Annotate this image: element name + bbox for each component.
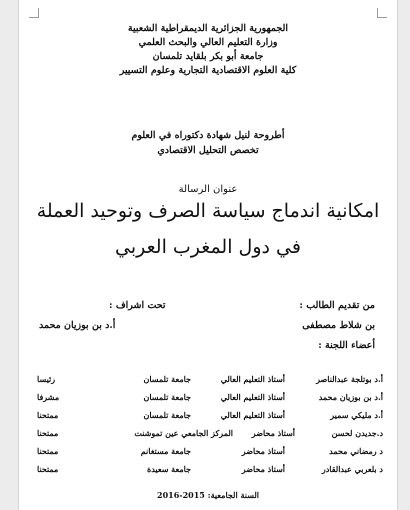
member-role: رئيسا: [37, 374, 56, 384]
member-university: جامعة تلمسان: [143, 392, 191, 402]
student-name: بن شلاط مصطفى: [302, 320, 375, 331]
member-name: د بلعربي عبدالقادر: [321, 464, 383, 474]
member-name: أ.د بوتلجة عبدالناصر: [316, 374, 383, 384]
thesis-title-line-2: في دول المغرب العربي: [115, 236, 301, 258]
member-rank: أستاذ التعليم العالي: [220, 392, 285, 402]
thesis-type: [19, 128, 397, 158]
member-role: ممتحنا: [37, 428, 59, 438]
member-university: جامعة سعيدة: [147, 464, 191, 474]
header-ministry: وزارة التعليم العالي والبحث العلمي: [138, 37, 278, 48]
committee-row: [37, 374, 383, 388]
member-university: جامعة مستغانم: [140, 446, 191, 456]
member-university: جامعة تلمسان: [143, 410, 191, 420]
member-university: المركز الجامعي عين تموشنت: [134, 428, 233, 438]
member-name: أ.د بن بوزيان محمد: [318, 392, 383, 402]
member-rank: أستاذ محاضر: [251, 428, 295, 438]
thesis-title-line-1: امكانية اندماج سياسة الصرف وتوحيد العملة: [36, 200, 380, 222]
committee-row: [37, 428, 383, 442]
member-name: أ.د مليكي سمير: [330, 410, 383, 420]
academic-year: السنة الجامعية: 2015-2016: [157, 490, 259, 500]
member-name: د رمضاني محمد: [329, 446, 383, 456]
crop-mark-top-left: [29, 8, 39, 18]
thesis-degree: أطروحة لنيل شهادة دكتوراه في العلوم: [131, 130, 285, 141]
document-page: [18, 0, 398, 510]
member-university: جامعة تلمسان: [143, 374, 191, 384]
institution-header: [19, 22, 397, 78]
header-faculty: كلية العلوم الاقتصادية التجارية وعلوم التسيير: [119, 65, 297, 76]
student-label: من تقديم الطالب :: [299, 300, 375, 311]
committee-row: [37, 464, 383, 478]
committee-row: [37, 446, 383, 460]
member-role: ممتحنا: [37, 464, 59, 474]
member-role: مشرفا: [37, 392, 60, 402]
committee-row: [37, 410, 383, 424]
committee-row: [37, 392, 383, 406]
member-rank: أستاذ محاضر: [241, 464, 285, 474]
member-rank: أستاذ التعليم العالي: [220, 410, 285, 420]
supervisor-name: أ.د بن بوزيان محمد: [39, 320, 116, 331]
crop-mark-top-right: [377, 8, 387, 18]
member-name: د.جديدن لحسن: [331, 428, 383, 438]
committee-label: أعضاء اللجنة :: [318, 340, 375, 351]
header-republic: الجمهورية الجزائرية الديمقراطية الشعبية: [127, 23, 289, 34]
supervisor-label: تحت اشراف :: [109, 300, 166, 311]
thesis-specialty: تخصص التحليل الاقتصادي: [157, 145, 259, 156]
member-role: ممتحنا: [37, 446, 59, 456]
member-rank: أستاذ محاضر: [241, 446, 285, 456]
title-label: عنوان الرسالة: [178, 184, 238, 195]
member-rank: أستاذ التعليم العالي: [220, 374, 285, 384]
header-university: جامعة أبو بكر بلقايد تلمسان: [152, 51, 264, 62]
member-role: ممتحنا: [37, 410, 59, 420]
